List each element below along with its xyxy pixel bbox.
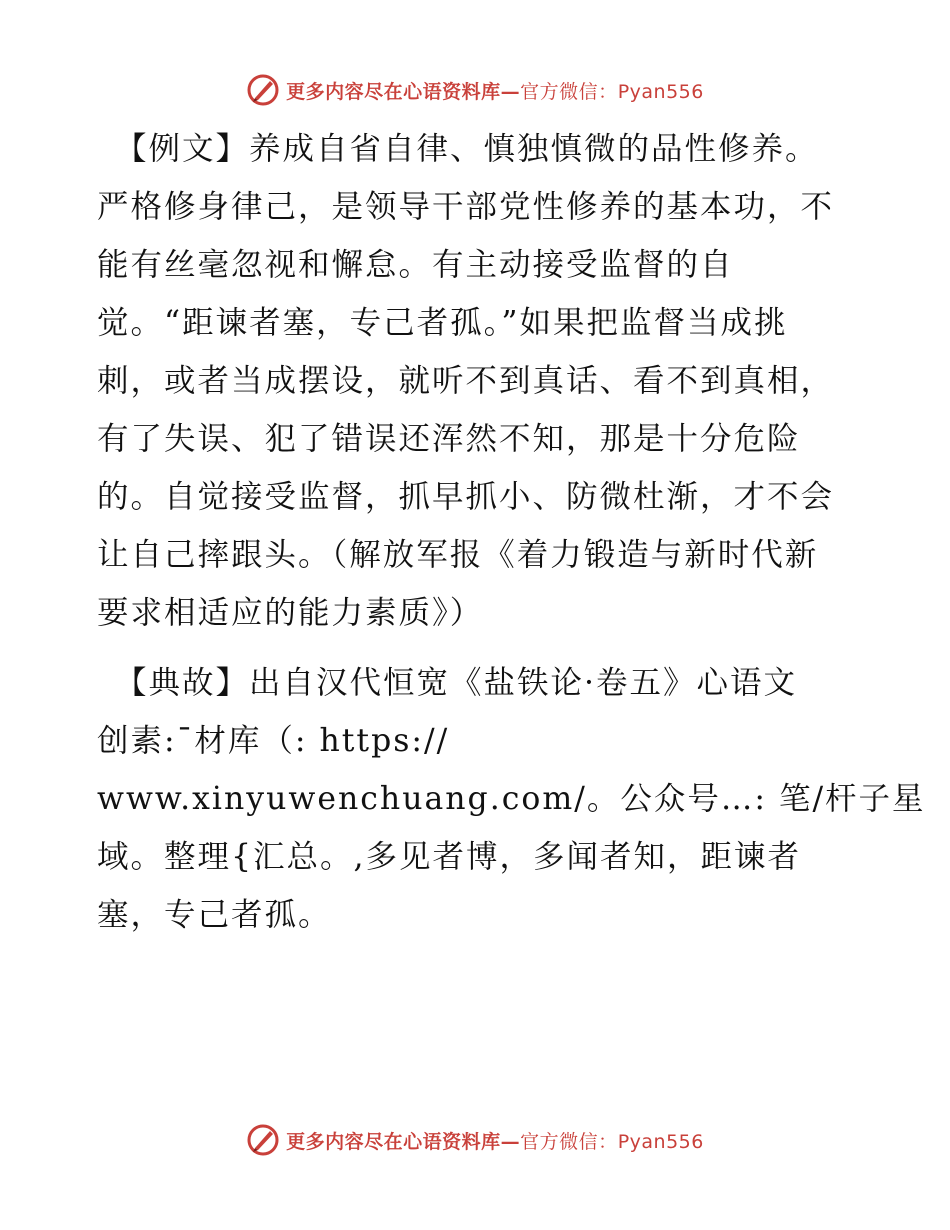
example-paragraph xyxy=(97,120,849,642)
text-line: 的。自觉接受监督，抓早抓小、防微杜渐，才不会 xyxy=(97,479,835,515)
pen-quill-logo-icon xyxy=(246,1123,280,1157)
text-line: 要求相适应的能力素质》） xyxy=(97,595,484,631)
text-line: 【典故】出自汉代恒宽《盐铁论·卷五》心语文 xyxy=(115,665,798,701)
text-line: 创素:¯材库（: https:// xyxy=(97,723,450,759)
text-line: 【例文】养成自省自律、慎独慎微的品性修养。 xyxy=(115,131,819,167)
text-line: 能有丝毫忽视和懈怠。有主动接受监督的自 xyxy=(97,247,734,283)
text-line: 觉。“距谏者塞，专己者孤。”如果把监督当成挑 xyxy=(97,305,788,341)
banner-text: 更多内容尽在心语资料库—官方微信：Pyan556 xyxy=(286,1130,704,1153)
text-line: 域。整理{汇总。,多见者博，多闻者知，距谏者 xyxy=(97,839,802,875)
text-line: 有了失误、犯了错误还浑然不知，那是十分危险 xyxy=(97,421,801,457)
banner-text: 更多内容尽在心语资料库—官方微信：Pyan556 xyxy=(286,80,704,103)
text-line: 刺，或者当成摆设，就听不到真话、看不到真相， xyxy=(97,363,835,399)
document-body xyxy=(97,120,926,944)
pen-quill-logo-icon xyxy=(246,73,280,107)
footer-banner xyxy=(0,1120,950,1160)
text-line: 严格修身律己，是领导干部党性修养的基本功，不 xyxy=(97,189,835,225)
text-line: 塞，专己者孤。 xyxy=(97,897,332,933)
allusion-paragraph xyxy=(97,654,926,944)
text-line: 让自己摔跟头。（解放军报《着力锻造与新时代新 xyxy=(97,537,819,573)
paragraph-gap xyxy=(97,642,849,654)
text-line: www.xinyuwenchuang.com/。公众号…: 笔/杆子星 xyxy=(97,781,926,817)
header-banner xyxy=(0,70,950,110)
